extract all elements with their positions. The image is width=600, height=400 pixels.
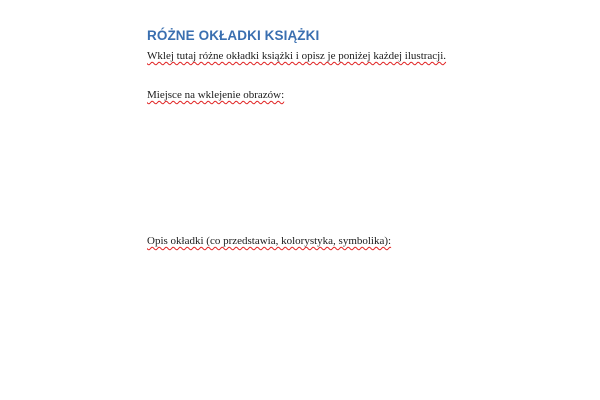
cover-description-area[interactable] [147,254,477,374]
image-paste-area[interactable] [147,108,477,226]
instruction-text: Wklej tutaj różne okładki książki i opisz je poniżej każdej ilustracji. [147,50,447,62]
document-heading: RÓŻNE OKŁADKI KSIĄŻKI [147,28,320,43]
image-placeholder-label: Miejsce na wklejenie obrazów: [147,89,285,101]
cover-description-label: Opis okładki (co przedstawia, kolorystyka, symbolika): [147,235,392,247]
